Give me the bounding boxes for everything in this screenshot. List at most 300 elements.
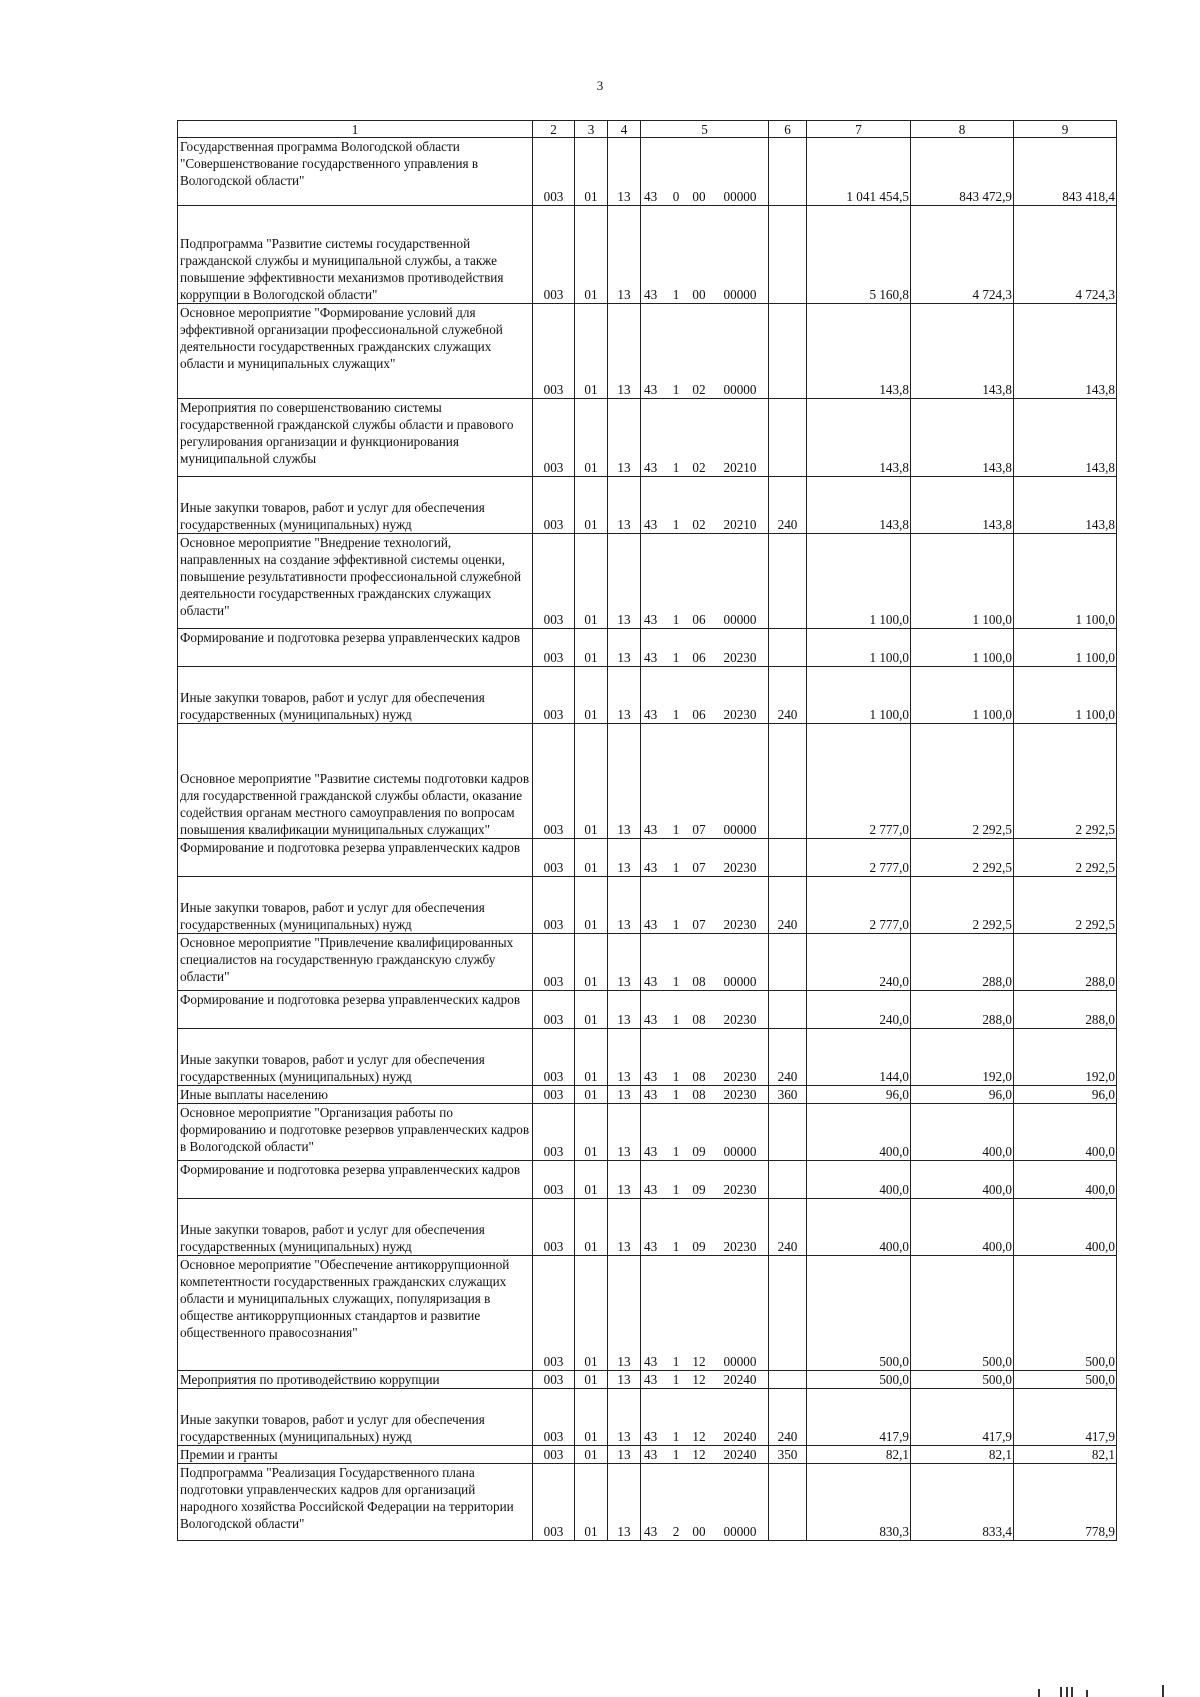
code-csr <box>641 1104 769 1161</box>
csr-part: 20210 <box>723 460 757 475</box>
amount-col-9: 288,0 <box>1014 991 1117 1029</box>
table-row <box>178 1256 1117 1371</box>
code-rz: 01 <box>575 1086 608 1104</box>
amount-col-8: 1 100,0 <box>911 534 1014 629</box>
amount-col-8: 2 292,5 <box>911 724 1014 839</box>
code-pr: 13 <box>608 534 641 629</box>
row-name: Иные закупки товаров, работ и услуг для обеспечения государственных (муниципальных) нужд <box>178 1199 533 1256</box>
code-vr <box>769 1256 807 1371</box>
csr-part: 43 <box>644 1144 658 1159</box>
header-row <box>178 121 1117 138</box>
amount-col-7: 1 100,0 <box>807 629 911 667</box>
csr-part: 12 <box>692 1372 706 1387</box>
row-name: Формирование и подготовка резерва управленческих кадров <box>178 839 533 877</box>
code-pr: 13 <box>608 1104 641 1161</box>
code-gr: 003 <box>533 1446 575 1464</box>
amount-col-9: 400,0 <box>1014 1199 1117 1256</box>
row-name: Формирование и подготовка резерва управленческих кадров <box>178 991 533 1029</box>
csr-part: 1 <box>672 822 680 837</box>
code-rz: 01 <box>575 667 608 724</box>
code-rz: 01 <box>575 724 608 839</box>
csr-part: 2 <box>672 1524 680 1539</box>
csr-part: 43 <box>644 1447 658 1462</box>
csr-part: 1 <box>672 1239 680 1254</box>
csr-part: 1 <box>672 707 680 722</box>
code-csr <box>641 724 769 839</box>
csr-part: 06 <box>692 707 706 722</box>
code-vr: 240 <box>769 477 807 534</box>
code-csr <box>641 1161 769 1199</box>
csr-part: 1 <box>672 517 680 532</box>
header-cell: 8 <box>911 121 1014 138</box>
csr-part: 00000 <box>723 1524 757 1539</box>
amount-col-9: 192,0 <box>1014 1029 1117 1086</box>
code-gr: 003 <box>533 1389 575 1446</box>
csr-part: 1 <box>672 612 680 627</box>
csr-part: 43 <box>644 1372 658 1387</box>
code-vr: 240 <box>769 1389 807 1446</box>
csr-part: 43 <box>644 917 658 932</box>
csr-part: 00000 <box>723 974 757 989</box>
csr-part: 43 <box>644 707 658 722</box>
csr-part: 20210 <box>723 517 757 532</box>
csr-part: 43 <box>644 517 658 532</box>
code-pr: 13 <box>608 138 641 206</box>
csr-part: 43 <box>644 860 658 875</box>
csr-part: 43 <box>644 1069 658 1084</box>
csr-part: 20230 <box>723 1239 757 1254</box>
csr-part: 00000 <box>723 287 757 302</box>
amount-col-7: 500,0 <box>807 1256 911 1371</box>
code-csr <box>641 629 769 667</box>
table-row <box>178 839 1117 877</box>
code-gr: 003 <box>533 206 575 304</box>
code-gr: 003 <box>533 1086 575 1104</box>
row-name: Основное мероприятие "Организация работы по формированию и подготовке резервов управленческих кадров в Вологодской области" <box>178 1104 533 1161</box>
code-pr: 13 <box>608 1446 641 1464</box>
row-name: Иные закупки товаров, работ и услуг для обеспечения государственных (муниципальных) нужд <box>178 1389 533 1446</box>
csr-part: 08 <box>692 1012 706 1027</box>
code-gr: 003 <box>533 839 575 877</box>
code-pr: 13 <box>608 477 641 534</box>
amount-col-7: 500,0 <box>807 1371 911 1389</box>
csr-part: 08 <box>692 974 706 989</box>
table-row <box>178 477 1117 534</box>
table-row <box>178 724 1117 839</box>
amount-col-8: 143,8 <box>911 399 1014 477</box>
csr-part: 12 <box>692 1429 706 1444</box>
code-gr: 003 <box>533 304 575 399</box>
code-vr: 350 <box>769 1446 807 1464</box>
header-cell: 3 <box>575 121 608 138</box>
code-rz: 01 <box>575 1161 608 1199</box>
code-gr: 003 <box>533 138 575 206</box>
amount-col-8: 500,0 <box>911 1371 1014 1389</box>
code-csr <box>641 1199 769 1256</box>
table-row <box>178 1104 1117 1161</box>
amount-col-9: 4 724,3 <box>1014 206 1117 304</box>
amount-col-7: 143,8 <box>807 304 911 399</box>
row-name: Иные выплаты населению <box>178 1086 533 1104</box>
code-vr <box>769 724 807 839</box>
code-csr <box>641 839 769 877</box>
code-gr: 003 <box>533 877 575 934</box>
row-name: Основное мероприятие "Формирование условий для эффективной организации профессиональной служебной деятельности государственных гражданских служащих области и муниципальных служащих" <box>178 304 533 399</box>
amount-col-9: 500,0 <box>1014 1371 1117 1389</box>
code-rz: 01 <box>575 138 608 206</box>
code-rz: 01 <box>575 1371 608 1389</box>
row-name: Основное мероприятие "Внедрение технологий, направленных на создание эффективной системы оценки, повышение результативности профессиональной служебной деятельности государственных гражданских служащих области" <box>178 534 533 629</box>
row-name: Основное мероприятие "Развитие системы подготовки кадров для государственной гражданской службы области, оказание содействия органам местного самоуправления по вопросам повышения квалификации муниципальных служащих" <box>178 724 533 839</box>
table-row <box>178 206 1117 304</box>
header-cell: 4 <box>608 121 641 138</box>
amount-col-9: 96,0 <box>1014 1086 1117 1104</box>
code-gr: 003 <box>533 477 575 534</box>
header-cell: 5 <box>641 121 769 138</box>
amount-col-8: 143,8 <box>911 304 1014 399</box>
header-cell: 9 <box>1014 121 1117 138</box>
amount-col-8: 82,1 <box>911 1446 1014 1464</box>
csr-part: 20230 <box>723 917 757 932</box>
amount-col-8: 143,8 <box>911 477 1014 534</box>
code-csr <box>641 206 769 304</box>
csr-part: 43 <box>644 189 658 204</box>
amount-col-7: 2 777,0 <box>807 839 911 877</box>
amount-col-9: 2 292,5 <box>1014 839 1117 877</box>
table-row <box>178 1199 1117 1256</box>
csr-part: 09 <box>692 1144 706 1159</box>
code-pr: 13 <box>608 934 641 991</box>
csr-part: 43 <box>644 287 658 302</box>
code-vr <box>769 934 807 991</box>
code-vr: 240 <box>769 877 807 934</box>
csr-part: 02 <box>692 460 706 475</box>
csr-part: 12 <box>692 1447 706 1462</box>
row-name: Мероприятия по совершенствованию системы государственной гражданской службы области и правового регулирования организации и функционирования муниципальной службы <box>178 399 533 477</box>
csr-part: 08 <box>692 1069 706 1084</box>
csr-part: 1 <box>672 1012 680 1027</box>
code-rz: 01 <box>575 477 608 534</box>
code-gr: 003 <box>533 934 575 991</box>
code-vr: 240 <box>769 1029 807 1086</box>
amount-col-7: 240,0 <box>807 934 911 991</box>
code-vr <box>769 206 807 304</box>
row-name: Иные закупки товаров, работ и услуг для обеспечения государственных (муниципальных) нужд <box>178 1029 533 1086</box>
table-row <box>178 991 1117 1029</box>
code-csr <box>641 399 769 477</box>
code-gr: 003 <box>533 1371 575 1389</box>
csr-part: 00000 <box>723 189 757 204</box>
code-pr: 13 <box>608 1086 641 1104</box>
amount-col-7: 830,3 <box>807 1464 911 1541</box>
code-pr: 13 <box>608 1199 641 1256</box>
code-gr: 003 <box>533 1199 575 1256</box>
csr-part: 06 <box>692 612 706 627</box>
amount-col-9: 2 292,5 <box>1014 877 1117 934</box>
amount-col-9: 778,9 <box>1014 1464 1117 1541</box>
code-csr <box>641 1371 769 1389</box>
amount-col-7: 400,0 <box>807 1104 911 1161</box>
csr-part: 1 <box>672 917 680 932</box>
code-pr: 13 <box>608 839 641 877</box>
amount-col-9: 143,8 <box>1014 304 1117 399</box>
row-name: Государственная программа Вологодской области "Совершенствование государственного управления в Вологодской области" <box>178 138 533 206</box>
amount-col-7: 2 777,0 <box>807 877 911 934</box>
amount-col-8: 288,0 <box>911 991 1014 1029</box>
code-rz: 01 <box>575 1446 608 1464</box>
amount-col-8: 400,0 <box>911 1199 1014 1256</box>
table-row <box>178 1161 1117 1199</box>
row-name: Иные закупки товаров, работ и услуг для обеспечения государственных (муниципальных) нужд <box>178 877 533 934</box>
code-csr <box>641 1256 769 1371</box>
amount-col-8: 192,0 <box>911 1029 1014 1086</box>
table-row <box>178 534 1117 629</box>
csr-part: 00000 <box>723 822 757 837</box>
csr-part: 00 <box>692 287 706 302</box>
code-gr: 003 <box>533 629 575 667</box>
code-vr <box>769 399 807 477</box>
csr-part: 20230 <box>723 1182 757 1197</box>
code-vr: 240 <box>769 1199 807 1256</box>
code-csr <box>641 934 769 991</box>
header-cell: 2 <box>533 121 575 138</box>
csr-part: 06 <box>692 650 706 665</box>
code-gr: 003 <box>533 1104 575 1161</box>
amount-col-7: 144,0 <box>807 1029 911 1086</box>
csr-part: 43 <box>644 650 658 665</box>
code-gr: 003 <box>533 1464 575 1541</box>
csr-part: 1 <box>672 1354 680 1369</box>
csr-part: 1 <box>672 460 680 475</box>
csr-part: 43 <box>644 974 658 989</box>
amount-col-7: 240,0 <box>807 991 911 1029</box>
code-vr <box>769 629 807 667</box>
csr-part: 1 <box>672 974 680 989</box>
csr-part: 20230 <box>723 650 757 665</box>
csr-part: 00000 <box>723 1144 757 1159</box>
csr-part: 09 <box>692 1239 706 1254</box>
amount-col-8: 400,0 <box>911 1104 1014 1161</box>
table-row <box>178 1446 1117 1464</box>
csr-part: 43 <box>644 612 658 627</box>
code-csr <box>641 138 769 206</box>
amount-col-9: 82,1 <box>1014 1446 1117 1464</box>
row-name: Мероприятия по противодействию коррупции <box>178 1371 533 1389</box>
code-rz: 01 <box>575 877 608 934</box>
code-rz: 01 <box>575 1199 608 1256</box>
code-vr: 240 <box>769 667 807 724</box>
amount-col-7: 143,8 <box>807 399 911 477</box>
code-csr <box>641 1389 769 1446</box>
code-rz: 01 <box>575 629 608 667</box>
csr-part: 43 <box>644 1239 658 1254</box>
csr-part: 00 <box>692 189 706 204</box>
csr-part: 00000 <box>723 382 757 397</box>
csr-part: 00000 <box>723 1354 757 1369</box>
row-name: Формирование и подготовка резерва управленческих кадров <box>178 1161 533 1199</box>
row-name: Иные закупки товаров, работ и услуг для обеспечения государственных (муниципальных) нужд <box>178 477 533 534</box>
amount-col-9: 417,9 <box>1014 1389 1117 1446</box>
code-vr <box>769 304 807 399</box>
amount-col-8: 1 100,0 <box>911 667 1014 724</box>
csr-part: 1 <box>672 382 680 397</box>
code-csr <box>641 667 769 724</box>
csr-part: 1 <box>672 1069 680 1084</box>
csr-part: 20240 <box>723 1429 757 1444</box>
csr-part: 20240 <box>723 1447 757 1462</box>
csr-part: 0 <box>672 189 680 204</box>
table-row <box>178 1086 1117 1104</box>
amount-col-8: 4 724,3 <box>911 206 1014 304</box>
code-gr: 003 <box>533 1161 575 1199</box>
page-number: 3 <box>596 78 604 93</box>
csr-part: 1 <box>672 1372 680 1387</box>
row-name: Основное мероприятие "Обеспечение антикоррупционной компетентности государственных гражданских служащих области и муниципальных служащих, популяризация в обществе антикоррупционных стандартов и развитие общественного правосознания" <box>178 1256 533 1371</box>
amount-col-7: 96,0 <box>807 1086 911 1104</box>
csr-part: 43 <box>644 460 658 475</box>
csr-part: 1 <box>672 1182 680 1197</box>
code-pr: 13 <box>608 304 641 399</box>
code-pr: 13 <box>608 206 641 304</box>
csr-part: 20230 <box>723 860 757 875</box>
code-pr: 13 <box>608 667 641 724</box>
amount-col-8: 96,0 <box>911 1086 1014 1104</box>
csr-part: 43 <box>644 1012 658 1027</box>
code-rz: 01 <box>575 534 608 629</box>
csr-part: 1 <box>672 650 680 665</box>
row-name: Премии и гранты <box>178 1446 533 1464</box>
code-rz: 01 <box>575 1029 608 1086</box>
code-vr <box>769 534 807 629</box>
code-csr <box>641 877 769 934</box>
table-row <box>178 934 1117 991</box>
code-rz: 01 <box>575 1104 608 1161</box>
table-row <box>178 304 1117 399</box>
csr-part: 43 <box>644 1524 658 1539</box>
code-rz: 01 <box>575 991 608 1029</box>
code-csr <box>641 1086 769 1104</box>
code-rz: 01 <box>575 1256 608 1371</box>
code-vr <box>769 1161 807 1199</box>
csr-part: 02 <box>692 517 706 532</box>
csr-part: 08 <box>692 1087 706 1102</box>
amount-col-8: 2 292,5 <box>911 877 1014 934</box>
amount-col-9: 1 100,0 <box>1014 667 1117 724</box>
code-gr: 003 <box>533 1029 575 1086</box>
code-pr: 13 <box>608 1256 641 1371</box>
amount-col-9: 288,0 <box>1014 934 1117 991</box>
code-csr <box>641 534 769 629</box>
code-vr: 360 <box>769 1086 807 1104</box>
code-gr: 003 <box>533 667 575 724</box>
csr-part: 1 <box>672 1144 680 1159</box>
code-vr <box>769 138 807 206</box>
row-name: Иные закупки товаров, работ и услуг для обеспечения государственных (муниципальных) нужд <box>178 667 533 724</box>
amount-col-7: 143,8 <box>807 477 911 534</box>
csr-part: 07 <box>692 860 706 875</box>
amount-col-9: 143,8 <box>1014 399 1117 477</box>
csr-part: 00 <box>692 1524 706 1539</box>
csr-part: 20230 <box>723 707 757 722</box>
code-csr <box>641 304 769 399</box>
amount-col-8: 400,0 <box>911 1161 1014 1199</box>
amount-col-8: 288,0 <box>911 934 1014 991</box>
table-row <box>178 138 1117 206</box>
code-pr: 13 <box>608 991 641 1029</box>
table-row <box>178 399 1117 477</box>
csr-part: 43 <box>644 1354 658 1369</box>
table-row <box>178 629 1117 667</box>
code-csr <box>641 1464 769 1541</box>
table-row <box>178 1464 1117 1541</box>
amount-col-8: 417,9 <box>911 1389 1014 1446</box>
header-cell: 1 <box>178 121 533 138</box>
scan-marks <box>1030 1685 1180 1697</box>
amount-col-9: 1 100,0 <box>1014 629 1117 667</box>
code-gr: 003 <box>533 399 575 477</box>
code-pr: 13 <box>608 1371 641 1389</box>
row-name: Формирование и подготовка резерва управленческих кадров <box>178 629 533 667</box>
row-name: Подпрограмма "Развитие системы государственной гражданской службы и муниципальной службы, а также повышение эффективности механизмов противодействия коррупции в Вологодской области" <box>178 206 533 304</box>
code-pr: 13 <box>608 877 641 934</box>
code-pr: 13 <box>608 1389 641 1446</box>
csr-part: 1 <box>672 1429 680 1444</box>
csr-part: 1 <box>672 1087 680 1102</box>
code-rz: 01 <box>575 206 608 304</box>
row-name: Основное мероприятие "Привлечение квалифицированных специалистов на государственную гражданскую службу области" <box>178 934 533 991</box>
csr-part: 43 <box>644 822 658 837</box>
code-pr: 13 <box>608 1464 641 1541</box>
code-rz: 01 <box>575 1464 608 1541</box>
amount-col-7: 2 777,0 <box>807 724 911 839</box>
amount-col-9: 1 100,0 <box>1014 534 1117 629</box>
csr-part: 20230 <box>723 1069 757 1084</box>
code-csr <box>641 991 769 1029</box>
code-pr: 13 <box>608 1029 641 1086</box>
csr-part: 43 <box>644 382 658 397</box>
amount-col-8: 1 100,0 <box>911 629 1014 667</box>
csr-part: 09 <box>692 1182 706 1197</box>
table-row <box>178 1371 1117 1389</box>
amount-col-9: 400,0 <box>1014 1161 1117 1199</box>
csr-part: 1 <box>672 287 680 302</box>
code-pr: 13 <box>608 1161 641 1199</box>
amount-col-7: 1 100,0 <box>807 667 911 724</box>
amount-col-9: 2 292,5 <box>1014 724 1117 839</box>
csr-part: 07 <box>692 917 706 932</box>
code-rz: 01 <box>575 1389 608 1446</box>
code-vr <box>769 1464 807 1541</box>
table-row <box>178 1389 1117 1446</box>
code-csr <box>641 1446 769 1464</box>
code-vr <box>769 839 807 877</box>
code-pr: 13 <box>608 399 641 477</box>
code-rz: 01 <box>575 399 608 477</box>
amount-col-9: 400,0 <box>1014 1104 1117 1161</box>
amount-col-7: 400,0 <box>807 1161 911 1199</box>
table-row <box>178 667 1117 724</box>
amount-col-8: 2 292,5 <box>911 839 1014 877</box>
csr-part: 1 <box>672 1447 680 1462</box>
code-rz: 01 <box>575 839 608 877</box>
amount-col-8: 833,4 <box>911 1464 1014 1541</box>
code-pr: 13 <box>608 724 641 839</box>
csr-part: 00000 <box>723 612 757 627</box>
csr-part: 20230 <box>723 1012 757 1027</box>
amount-col-7: 1 041 454,5 <box>807 138 911 206</box>
csr-part: 43 <box>644 1087 658 1102</box>
budget-table <box>177 120 1117 1541</box>
